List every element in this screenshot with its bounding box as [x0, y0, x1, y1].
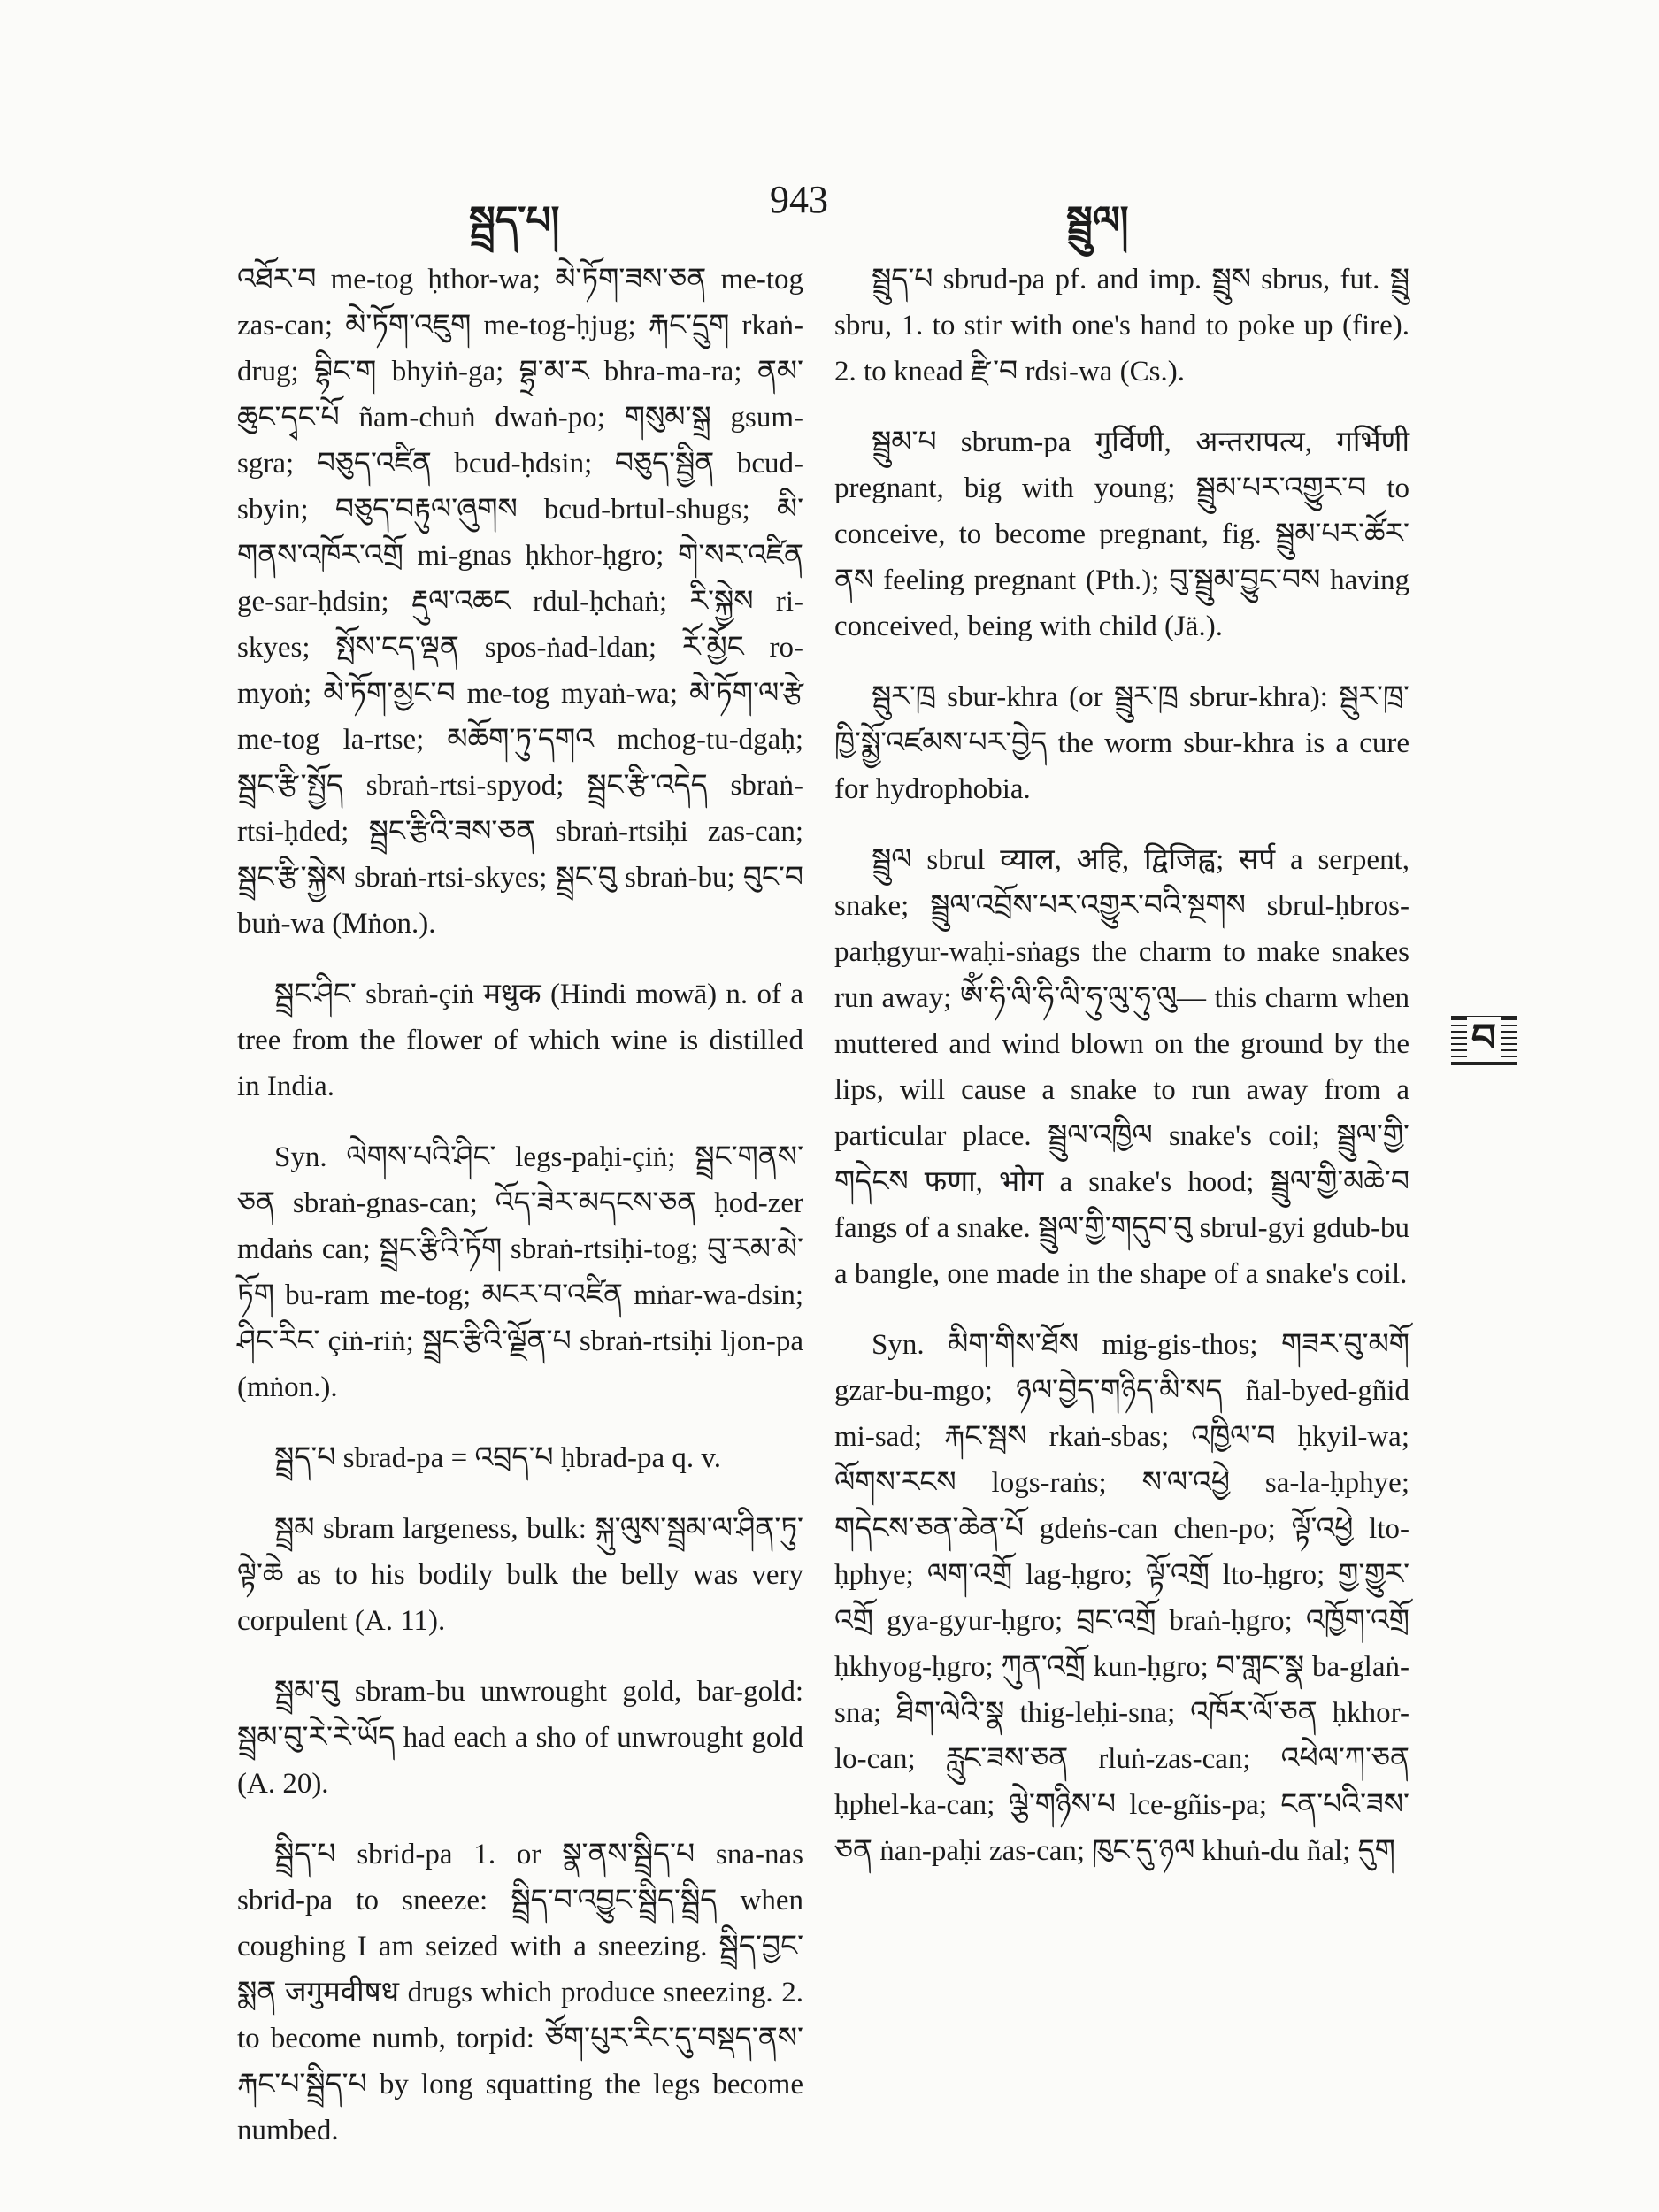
entry-sbrid-pa: སྦྲིད་པ sbrid-pa 1. or སྣ་ནས་སྦྲིད་པ sna-nas sbrid-pa to sneeze: སྦྲིད་བ་འབྱུང་སྦྲིད་སྦྲིད when coughing I am seized with a sneezing. སྦྲིད་བྱང་སྨན जगुमवीषध drugs which produce sneezing. 2. to become numb, torpid: ཙོག་པུར་རིང་དུ་བསྡད་ནས་རྐང་པ་སྦྲིད་པ by long squatting the legs become numbed.	[237, 1839, 803, 2147]
entry-sbur-khra: སྦུར་ཁྲ sbur-khra (or སྦྲུར་ཁྲ sbrur-khra): སྦུར་ཁྲ་ཁྱི་སྨྱོ་འཛམས་པར་བྱེད the worm sbur-khra is a cure for hydrophobia.	[834, 681, 1409, 805]
entry-synonyms-sbran-cin: Syn. ལེགས་པའི་ཤིང་ legs-paḥi-çiṅ; སྦྲང་གནས་ཅན sbraṅ-gnas-can; འོད་ཟེར་མདངས་ཅན ḥod-zer mdaṅs can; སྦྲང་རྩིའི་ཏོག sbraṅ-rtsiḥi-tog; བུ་རམ་མེ་ཏོག bu-ram me-tog; མངར་བ་འཛིན mṅar-wa-dsin; ཤིང་རིང་ çiṅ-riṅ; སྦྲང་རྩིའི་ལྗོན་པ sbraṅ-rtsiḥi ljon-pa (mṅon.).	[237, 1141, 803, 1403]
entry-continuation: འཐོར་བ me-tog ḥthor-wa; མེ་ཏོག་ཟས་ཅན me-tog zas-can; མེ་ཏོག་འཇུག me-tog-ḥjug; རྐང་དྲུག rkaṅ-drug; བྷིང་ག bhyiṅ-ga; བྷྲ་མ་ར bhra-ma-ra; ནམ་ཆུང་དྭང་པོ ñam-chuṅ dwaṅ-po; གསུམ་སྒྲ gsum-sgra; བཅུད་འཛིན bcud-ḥdsin; བཅུད་སྦྱིན bcud-sbyin; བཅུད་བརྟུལ་ཞུགས bcud-brtul-shugs; མི་གནས་འཁོར་འགྲོ mi-gnas ḥkhor-ḥgro; གེ་སར་འཛིན ge-sar-ḥdsin; རྡུལ་འཆང rdul-ḥchaṅ; རི་སྐྱེས ri-skyes; སྤོས་ངད་ལྡན spos-ṅad-ldan; རོ་མྱོང ro-myoṅ; མེ་ཏོག་མྱང་བ me-tog myaṅ-wa; མེ་ཏོག་ལ་རྩེ me-tog la-rtse; མཆོག་ཏུ་དགའ mchog-tu-dgaḥ; སྦྲང་རྩི་སྤྱོད sbraṅ-rtsi-spyod; སྦྲང་རྩི་འདེད sbraṅ-rtsi-ḥded; སྦྲང་རྩིའི་ཟས་ཅན sbraṅ-rtsiḥi zas-can; སྦྲང་རྩི་སྐྱེས sbraṅ-rtsi-skyes; སྦྲང་བུ sbraṅ-bu; བུང་བ buṅ-wa (Mṅon.).	[237, 264, 803, 940]
left-running-headword: སྦྲད་པ།	[469, 199, 560, 242]
right-running-headword: སྦྲུལ།	[1066, 199, 1129, 242]
entry-sbram-bu: སྦྲམ་བུ sbram-bu unwrought gold, bar-gold: སྦྲམ་བུ་རེ་རེ་ཡོད had each a sho of unwrought gold (A. 20).	[237, 1676, 803, 1800]
entry-sbrad-pa: སྦྲད་པ sbrad-pa = འབྲད་པ ḥbrad-pa q. v.	[274, 1442, 721, 1474]
entry-synonyms-sbrul: Syn. མིག་གིས་ཐོས mig-gis-thos; གཟར་བུ་མགོ gzar-bu-mgo; ཉལ་བྱེད་གཉིད་མི་སད ñal-byed-gñid mi-sad; རྐང་སྦས rkaṅ-sbas; འཁྱིལ་བ ḥkyil-wa; ལོགས་རངས logs-raṅs; ས་ལ་འཕྱེ sa-la-ḥphye; གདེངས་ཅན་ཆེན་པོ gdeṅs-can chen-po; ལྟོ་འཕྱེ lto-ḥphye; ལག་འགྲོ lag-ḥgro; ལྟོ་འགྲོ lto-ḥgro; གྱ་གྱུར་འགྲོ gya-gyur-ḥgro; བྲང་འགྲོ braṅ-ḥgro; འཁྱོག་འགྲོ ḥkhyog-ḥgro; ཀུན་འགྲོ kun-ḥgro; བ་གླང་སྣ ba-glaṅ-sna; ཐིག་ལེའི་སྣ thig-leḥi-sna; འཁོར་ལོ་ཅན ḥkhor-lo-can; རླུང་ཟས་ཅན rluṅ-zas-can; འཕེལ་ཀ་ཅན ḥphel-ka-can; ལྕེ་གཉིས་པ lce-gñis-pa; ངན་པའི་ཟས་ཅན ṅan-paḥi zas-can; ཁུང་དུ་ཉལ khuṅ-du ñal; དུག	[834, 1329, 1409, 1867]
entry-sbran-cin: སྦྲང་ཤིང་ sbraṅ-çiṅ मधुक (Hindi mowā) n. of a tree from the flower of which wine is distilled in India.	[237, 979, 803, 1102]
thumb-index-tab	[1451, 1016, 1517, 1065]
entry-sbrud-pa: སྦྲུད་པ sbrud-pa pf. and imp. སྦྲུས sbrus, fut. སྦྲུ sbru, 1. to stir with one's hand to poke up (fire). 2. to knead རྫི་བ rdsi-wa (Cs.).	[834, 264, 1409, 388]
left-column	[237, 257, 803, 2178]
right-column	[834, 257, 1409, 1899]
page-number: 943	[770, 178, 828, 221]
entry-sbram: སྦྲམ sbram largeness, bulk: སྐུ་ལུས་སྦྲམ་ལ་ཤིན་ཏུ་ལྟེ་ཆེ as to his bodily bulk the belly was very corpulent (A. 11).	[237, 1513, 803, 1637]
thumb-index-letter: བ	[1467, 1017, 1501, 1061]
entry-sbrum-pa: སྦྲུམ་པ sbrum-pa गुर्विणी, अन्तरापत्य, गर्भिणी pregnant, big with young; སྦྲུམ་པར་འགྱུར་བ to conceive, to become pregnant, fig. སྦྲུམ་པར་ཚོར་ནས feeling pregnant (Pth.); བུ་སྦྲུམ་བྱུང་བས having conceived, being with child (Jä.).	[834, 426, 1409, 642]
entry-sbrul: སྦྲུལ sbrul व्याल, अहि, द्विजिह्व; सर्प a serpent, snake; སྦྲུལ་འབྲོས་པར་འགྱུར་བའི་སྔགས sbrul-ḥbros-parḥgyur-waḥi-sṅags the charm to make snakes run away; ཨོཾ་ཧི་ལི་ཧི་ལི་ཧུ་ལུ་ཧུ་ལུ— this charm when muttered and wind blown on the ground by the lips, will cause a snake to run away from a particular place. སྦྲུལ་འཁྱིལ snake's coil; སྦྲུལ་གྱི་གདེངས फणा, भोग a snake's hood; སྦྲུལ་གྱི་མཆེ་བ fangs of a snake. སྦྲུལ་གྱི་གདུབ་བུ sbrul-gyi gdub-bu a bangle, one made in the shape of a snake's coil.	[834, 844, 1409, 1290]
page-header	[0, 168, 1659, 242]
